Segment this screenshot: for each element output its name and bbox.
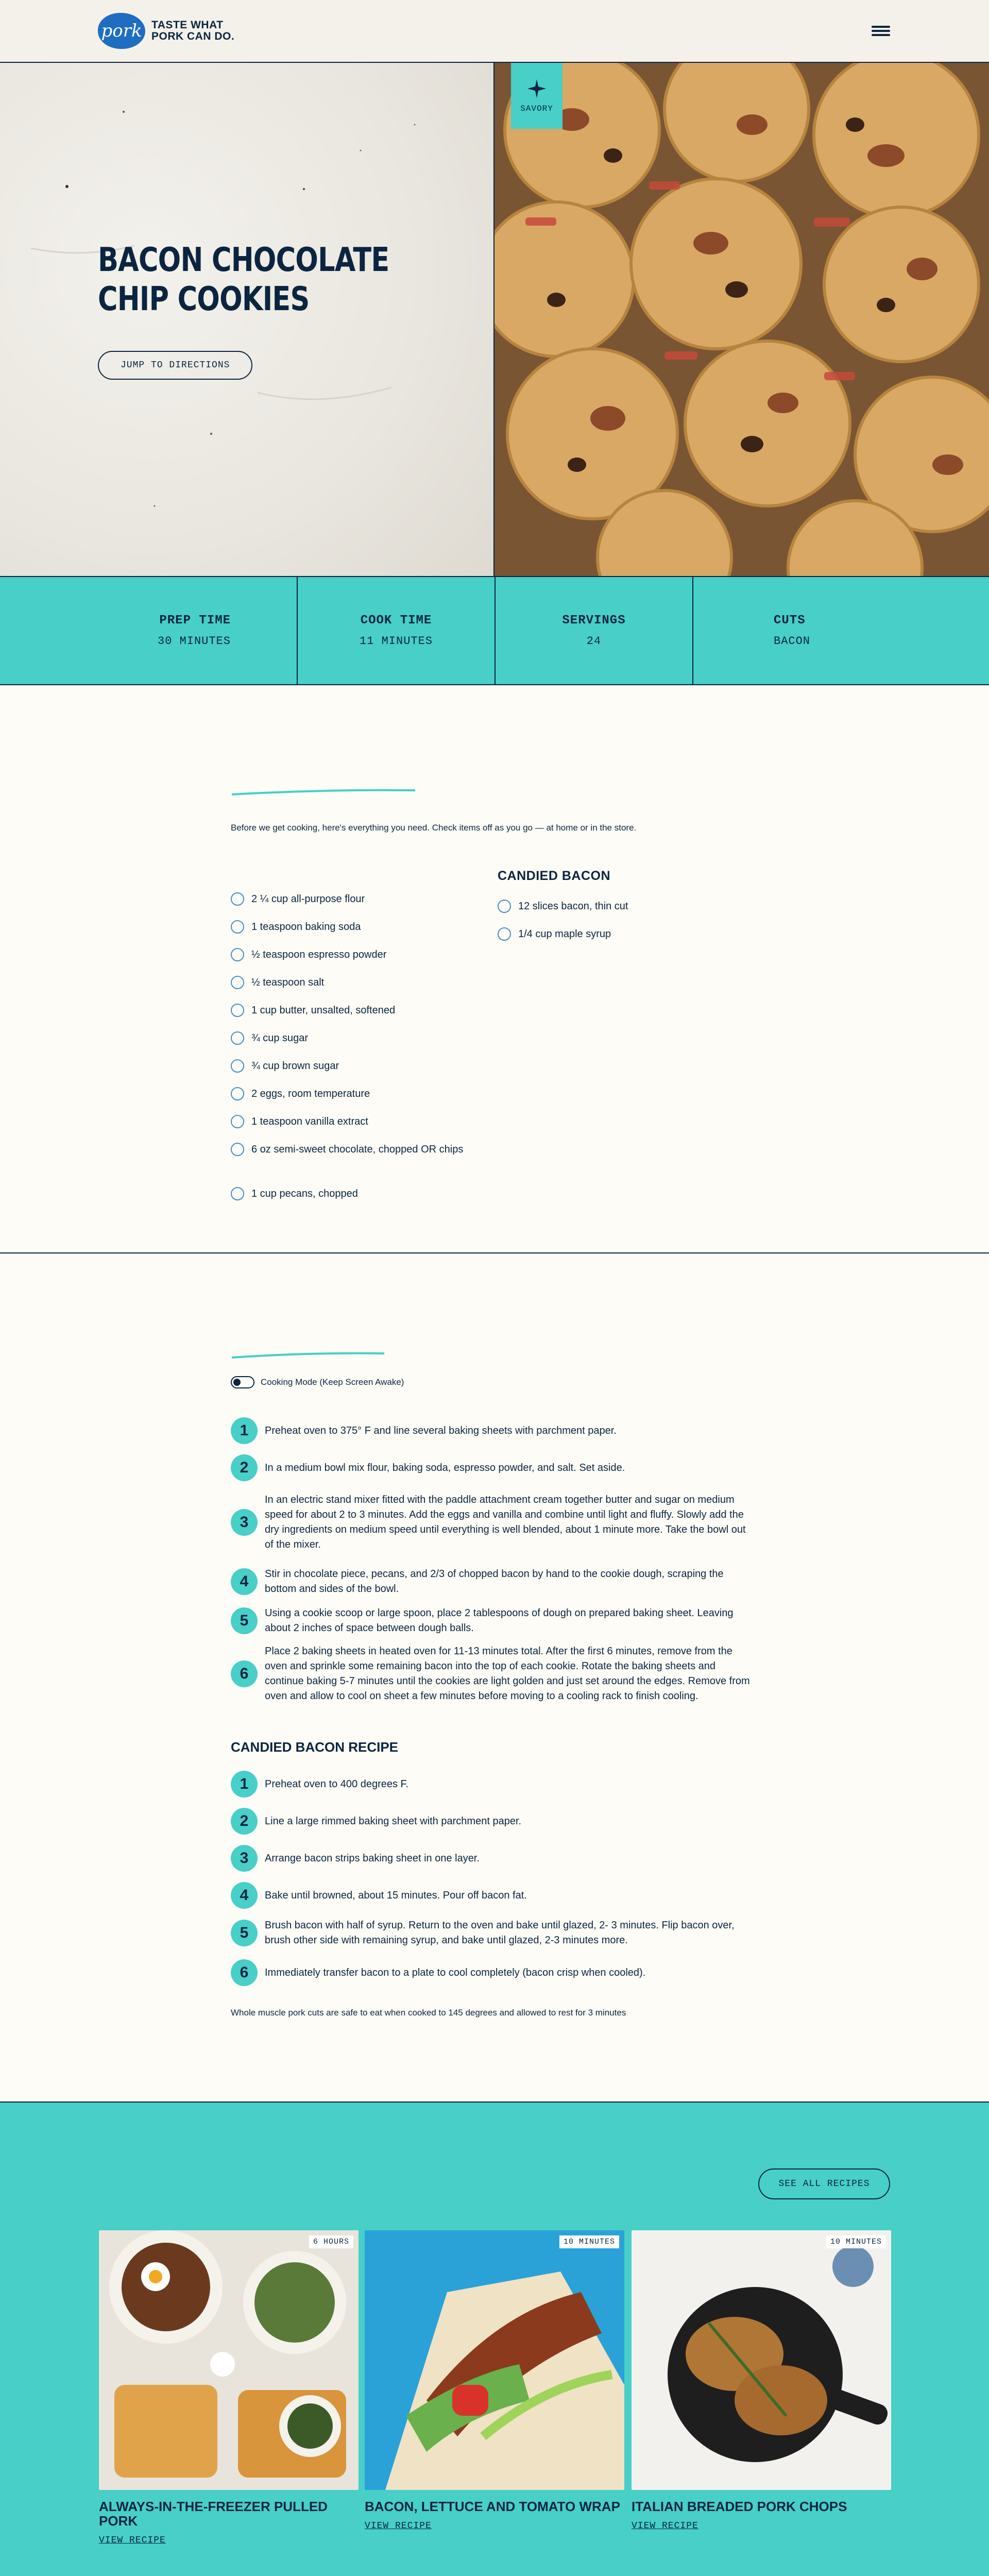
pork-chops-photo <box>632 2230 891 2490</box>
section-swoosh <box>231 788 416 796</box>
step-text: Bake until browned, about 15 minutes. Pour off bacon fat. <box>265 1889 527 1901</box>
pulled-pork-photo <box>99 2230 359 2490</box>
related-recipes-section <box>0 2103 989 2576</box>
stat-value: 30 MINUTES <box>157 635 231 648</box>
site-logo[interactable] <box>98 13 234 49</box>
directions-section <box>0 1253 989 2103</box>
direction-step <box>231 1606 756 1636</box>
step-number: 6 <box>231 1959 258 1986</box>
checkbox-circle[interactable] <box>231 1087 244 1100</box>
recipe-time-badge: 10 MINUTES <box>559 2235 619 2248</box>
step-text: Line a large rimmed baking sheet with parchment paper. <box>265 1815 522 1827</box>
recipe-card[interactable] <box>365 2230 624 2531</box>
checkbox-circle[interactable] <box>231 920 244 934</box>
stat-prep-time <box>0 577 298 684</box>
ingredient-item[interactable]: 2 ¼ cup all-purpose flour <box>231 885 463 913</box>
cookie-photo-illustration <box>494 63 989 576</box>
stat-label: SERVINGS <box>562 614 626 628</box>
step-text: In an electric stand mixer fitted with the paddle attachment cream together butter and sugar on medium speed for about 2 to 3 minutes. Add the eggs and vanilla and combine until light and fluffy. Slowly add the dry ingredients on medium speed until everything is well blended, about 1 minute more. Take the bowl out of the mixer. <box>265 1494 746 1550</box>
recipe-time-badge: 6 HOURS <box>309 2235 353 2248</box>
stat-cook-time <box>298 577 496 684</box>
blt-wrap-photo <box>365 2230 624 2490</box>
logo-line-2: PORK CAN DO. <box>151 30 235 42</box>
ingredient-item[interactable]: ¾ cup sugar <box>231 1024 463 1052</box>
step-number: 4 <box>231 1882 258 1909</box>
savory-tag-label: SAVORY <box>520 104 553 113</box>
recipe-card-image[interactable] <box>632 2230 891 2490</box>
hero-text-panel <box>0 63 494 576</box>
stat-cuts <box>693 577 989 684</box>
checkbox-circle[interactable] <box>231 1031 244 1045</box>
bacon-step <box>231 1808 756 1835</box>
stat-label: COOK TIME <box>360 614 432 628</box>
view-recipe-link[interactable]: VIEW RECIPE <box>365 2521 432 2531</box>
checkbox-circle[interactable] <box>231 1115 244 1128</box>
direction-step <box>231 1567 756 1597</box>
step-text: Stir in chocolate piece, pecans, and 2/3 of chopped bacon by hand to the cookie dough, scraping the bottom and sides of the bowl. <box>265 1568 724 1595</box>
step-number: 5 <box>231 1607 258 1634</box>
bacon-step <box>231 1882 756 1909</box>
step-number: 4 <box>231 1568 258 1595</box>
checkbox-circle[interactable] <box>231 976 244 989</box>
step-number: 1 <box>231 1417 258 1444</box>
ingredient-item[interactable]: ¾ cup brown sugar <box>231 1052 463 1080</box>
stat-value: 24 <box>586 635 602 648</box>
candied-bacon-heading: CANDIED BACON <box>498 869 610 883</box>
recipe-card-image[interactable] <box>99 2230 359 2490</box>
recipe-card-image[interactable] <box>365 2230 624 2490</box>
ingredient-item[interactable]: ½ teaspoon espresso powder <box>231 941 463 969</box>
recipe-time-badge: 10 MINUTES <box>826 2235 886 2248</box>
bacon-step <box>231 1918 756 1948</box>
view-recipe-link[interactable]: VIEW RECIPE <box>99 2535 166 2546</box>
cooking-mode-toggle[interactable] <box>231 1376 404 1388</box>
step-number: 1 <box>231 1771 258 1798</box>
hero-photo <box>494 63 989 576</box>
checkbox-circle[interactable] <box>231 1143 244 1156</box>
step-text: Place 2 baking sheets in heated oven for 11-13 minutes total. After the first 6 minutes, remove from the oven and sprinkle some remaining bacon into the top of each cookie. Rotate the baking sheets and continue baking 5-7 minutes until the cookies are light golden and just set around the edges. Remove from oven and allow to cool on sheet a few minutes before moving to a cooling rack to finish cooling. <box>265 1646 750 1702</box>
logo-line-1: TASTE WHAT <box>151 19 224 31</box>
toggle-switch[interactable] <box>231 1376 254 1388</box>
step-text: Arrange bacon strips baking sheet in one layer. <box>265 1852 480 1864</box>
ingredient-item[interactable]: 12 slices bacon, thin cut <box>498 892 628 920</box>
ingredient-item[interactable]: 1 cup butter, unsalted, softened <box>231 996 463 1024</box>
ingredients-list-candied-bacon <box>498 869 628 948</box>
ingredient-item[interactable]: 6 oz semi-sweet chocolate, chopped OR chips <box>231 1136 463 1163</box>
savory-tag <box>511 63 562 129</box>
site-header <box>0 0 989 63</box>
jump-to-directions-button[interactable]: JUMP TO DIRECTIONS <box>98 351 252 380</box>
checkbox-circle[interactable] <box>498 927 511 941</box>
pork-logo-badge: pork <box>98 13 145 49</box>
ingredient-item[interactable]: 1/4 cup maple syrup <box>498 920 628 948</box>
step-text: Using a cookie scoop or large spoon, place 2 tablespoons of dough on prepared baking sheet. Leaving about 2 inches of space between dough balls. <box>265 1607 734 1634</box>
candied-bacon-recipe-heading: CANDIED BACON RECIPE <box>231 1739 399 1755</box>
recipe-card[interactable] <box>99 2230 359 2546</box>
step-number: 3 <box>231 1509 258 1536</box>
recipe-card[interactable] <box>632 2230 891 2531</box>
direction-step <box>231 1417 756 1444</box>
stat-value: BACON <box>774 635 811 648</box>
see-all-recipes-button[interactable]: SEE ALL RECIPES <box>758 2168 890 2199</box>
step-number: 2 <box>231 1808 258 1835</box>
step-text: Immediately transfer bacon to a plate to cool completely (bacon crisp when cooled). <box>265 1967 646 1978</box>
ingredient-item[interactable]: 1 teaspoon vanilla extract <box>231 1108 463 1136</box>
paper-texture <box>0 63 494 577</box>
direction-step <box>231 1454 756 1481</box>
recipe-title-line-2: CHIP COOKIES <box>98 280 310 318</box>
direction-step <box>231 1644 756 1704</box>
direction-step <box>231 1493 756 1552</box>
step-number: 2 <box>231 1454 258 1481</box>
checkbox-circle[interactable] <box>231 1187 244 1200</box>
step-text: Preheat oven to 400 degrees F. <box>265 1778 409 1790</box>
step-number: 5 <box>231 1920 258 1946</box>
checkbox-circle[interactable] <box>231 1004 244 1017</box>
view-recipe-link[interactable]: VIEW RECIPE <box>632 2521 698 2531</box>
bacon-step <box>231 1845 756 1872</box>
ingredient-item[interactable]: 1 cup pecans, chopped <box>231 1180 463 1208</box>
food-safety-note: Whole muscle pork cuts are safe to eat when cooked to 145 degrees and allowed to rest for 3 minutes <box>231 2008 626 2018</box>
ingredients-intro: Before we get cooking, here's everything you need. Check items off as you go — at home or in the store. <box>231 823 637 833</box>
recipe-title-line-1: BACON CHOCOLATE <box>98 241 389 279</box>
section-swoosh <box>231 1351 385 1360</box>
checkbox-circle[interactable] <box>231 892 244 906</box>
hamburger-menu-icon[interactable] <box>871 23 891 39</box>
step-text: Preheat oven to 375° F and line several baking sheets with parchment paper. <box>265 1425 617 1436</box>
cooking-mode-label: Cooking Mode (Keep Screen Awake) <box>261 1377 404 1387</box>
ingredient-item[interactable]: ½ teaspoon salt <box>231 969 463 996</box>
stat-value: 11 MINUTES <box>359 635 433 648</box>
checkbox-circle[interactable] <box>231 1059 244 1073</box>
ingredients-list-main <box>231 885 463 1208</box>
recipe-stats-bar <box>0 577 989 685</box>
ingredients-section <box>0 685 989 1253</box>
recipe-card-title[interactable]: ALWAYS-IN-THE-FREEZER PULLED PORK <box>99 2499 328 2529</box>
ingredient-item[interactable]: 2 eggs, room temperature <box>231 1080 463 1108</box>
step-number: 3 <box>231 1845 258 1872</box>
recipe-hero <box>0 63 989 577</box>
checkbox-circle[interactable] <box>231 948 244 961</box>
stat-servings <box>496 577 693 684</box>
checkbox-circle[interactable] <box>498 900 511 913</box>
step-number: 6 <box>231 1660 258 1687</box>
step-text: Brush bacon with half of syrup. Return to the oven and bake until glazed, 2- 3 minutes. Flip bacon over, brush other side with remaining syrup, and bake until glazed, 2-3 minutes more. <box>265 1920 735 1946</box>
stat-label: CUTS <box>774 614 806 628</box>
bacon-step <box>231 1959 756 1986</box>
recipe-title <box>98 241 422 319</box>
bacon-step <box>231 1771 756 1798</box>
step-text: In a medium bowl mix flour, baking soda, espresso powder, and salt. Set aside. <box>265 1462 625 1473</box>
stat-label: PREP TIME <box>159 614 231 628</box>
ingredient-item[interactable]: 1 teaspoon baking soda <box>231 913 463 941</box>
recipe-card-title[interactable]: ITALIAN BREADED PORK CHOPS <box>632 2499 847 2514</box>
recipe-card-title[interactable]: BACON, LETTUCE AND TOMATO WRAP <box>365 2499 620 2514</box>
logo-tagline <box>151 20 234 42</box>
savory-sparkle-icon <box>526 78 547 99</box>
